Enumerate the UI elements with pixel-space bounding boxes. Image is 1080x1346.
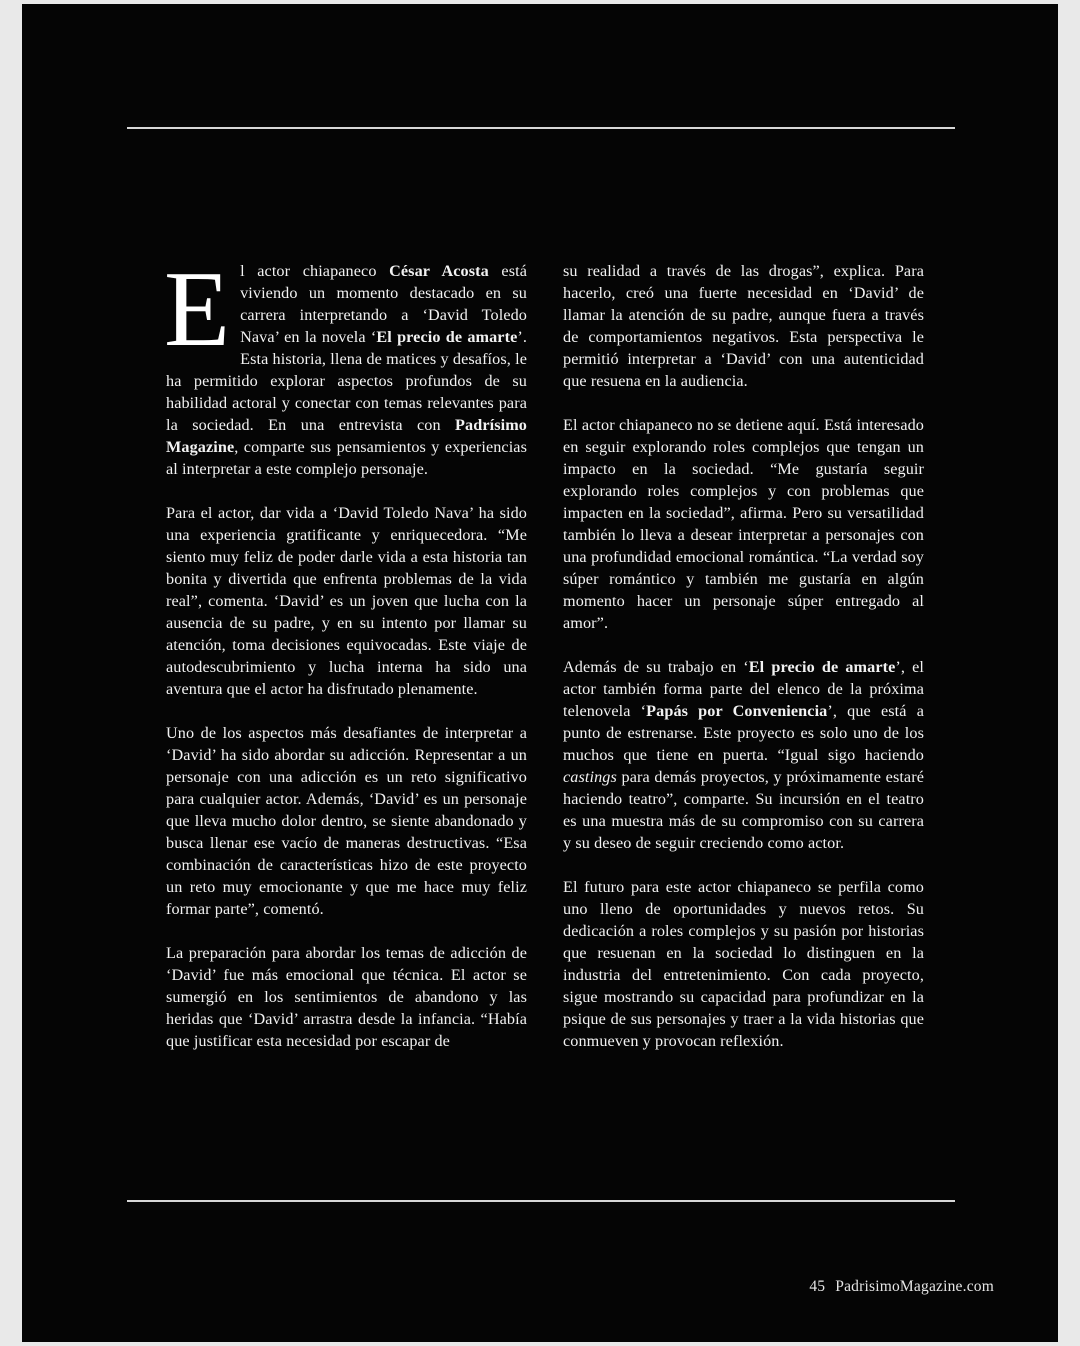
paragraph-7-text-e: ’, que está a punto de estrenarse. Este proyecto es solo uno de los muchos que tiene en puerta. “Igual sigo haciendo xyxy=(563,702,924,764)
novela-title: El precio de amarte xyxy=(376,328,518,346)
castings-italic: castings xyxy=(563,768,617,786)
article-column-right xyxy=(563,260,924,1052)
paragraph-4: La preparación para abordar los temas de adicción de ‘David’ fue más emocional que técnica. El actor se sumergió en los sentimientos de abandono y las heridas que ‘David’ arrastra desde la infancia. “Había que justificar esta necesidad por escapar de xyxy=(166,944,527,1050)
paragraph-1 xyxy=(164,250,527,480)
actor-name: César Acosta xyxy=(389,262,489,280)
novela-title-2: El precio de amarte xyxy=(748,658,896,676)
magazine-page xyxy=(22,4,1058,1342)
bottom-divider xyxy=(127,1200,955,1202)
article-column-left xyxy=(164,250,527,1052)
paragraph-2: Para el actor, dar vida a ‘David Toledo Nava’ ha sido una experiencia gratificante y enriquecedora. “Me siento muy feliz de poder darle vida a esta historia tan bonita y divertida que enfrenta problemas de la vida real”, comenta. ‘David’ es un joven que lucha con la ausencia de su padre, y en su intento por llamar su atención, toma decisiones equivocadas. Este viaje de autodescubrimiento y lucha interna ha sido una aventura que el actor ha disfrutado plenamente. xyxy=(166,504,527,698)
paragraph-5: su realidad a través de las drogas”, explica. Para hacerlo, creó una fuerte necesidad en ‘David’ de llamar la atención de su padre, aunque fuera a través de comportamientos negativos. Esta perspectiva le permitió interpretar a ‘David’ con una autenticidad que resuena en la audiencia. xyxy=(563,262,924,390)
page-footer xyxy=(809,1278,994,1296)
paragraph-7 xyxy=(563,656,924,854)
paragraph-1-text-e: ’. Esta historia, llena de matices y desafíos, le ha permitido explorar aspectos profundos de su habilidad actoral y conectar con temas relevantes para la sociedad. En una entrevista con xyxy=(166,328,527,434)
paragraph-6: El actor chiapaneco no se detiene aquí. Está interesado en seguir explorando roles complejos que tengan un impacto en la sociedad. “Me gustaría seguir explorando roles complejos y con problemas que impacten en la sociedad”, afirma. Pero su versatilidad también lo lleva a desear interpretar a personajes con una profundidad emocional romántica. “La verdad soy súper romántico y también me gustaría en algún momento hacer un personaje súper entregado al amor”. xyxy=(563,416,924,632)
paragraph-8: El futuro para este actor chiapaneco se perfila como uno lleno de oportunidades y nuevos retos. Su dedicación a roles complejos y su pasión por historias que resuenan en la sociedad lo distinguen en la industria del entretenimiento. Con cada proyecto, sigue mostrando su capacidad para profundizar en la psique de sus personajes y traer a la vida historias que conmueven y provocan reflexión. xyxy=(563,878,924,1050)
paragraph-7-text-a: Además de su trabajo en ‘ xyxy=(563,658,749,676)
page-number: 45 xyxy=(809,1278,826,1295)
paragraph-7-text-c: ’, el actor también forma parte del elenco de la próxima telenovela ‘ xyxy=(563,658,925,720)
paragraph-3: Uno de los aspectos más desafiantes de interpretar a ‘David’ ha sido abordar su adicción. Representar a un personaje con una adicción es un reto significativo para cualquier actor. Además, ‘David’ es un personaje que lleva mucho dolor dentro, se siente abandonado y busca llenar ese vacío de maneras destructivas. “Esa combinación de características hizo de este proyecto un reto muy emocionante y que me hace muy feliz formar parte”, comentó. xyxy=(166,724,527,918)
paragraph-1-text-g: , comparte sus pensamientos y experiencias al interpretar a este complejo personaje. xyxy=(166,438,527,478)
paragraph-1-text-a: l actor chiapaneco xyxy=(240,262,390,280)
telenovela-title: Papás por Conveniencia xyxy=(646,702,828,720)
paragraph-1-text-c: está viviendo un momento destacado en su carrera interpretando a ‘David Toledo Nava’ en la novela ‘ xyxy=(240,262,527,346)
drop-cap: E xyxy=(164,250,231,369)
paragraph-7-text-g: para demás proyectos, y próximamente estaré haciendo teatro”, comparte. Su incursión en el teatro es una muestra más de su compromiso con su carrera y su deseo de seguir creciendo como actor. xyxy=(563,768,924,852)
magazine-name: Padrísimo Magazine xyxy=(166,416,527,456)
top-divider xyxy=(127,127,955,129)
footer-site: PadrisimoMagazine.com xyxy=(835,1278,994,1295)
